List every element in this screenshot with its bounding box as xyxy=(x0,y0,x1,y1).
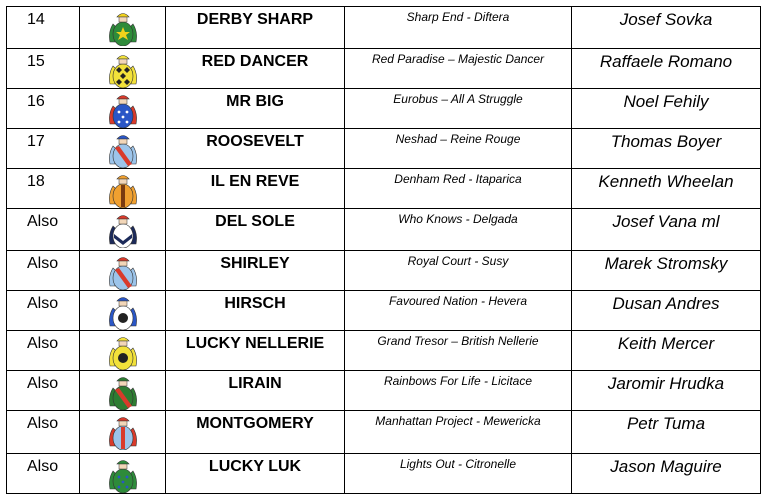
position-cell: Also xyxy=(7,411,80,454)
runner-row xyxy=(7,454,761,494)
breeding: Eurobus – All A Struggle xyxy=(345,89,572,129)
breeding: Grand Tresor – British Nellerie xyxy=(345,331,572,371)
runner-row xyxy=(7,411,761,454)
position-cell: Also xyxy=(7,291,80,331)
silk-cell xyxy=(80,7,166,49)
jockey-name: Thomas Boyer xyxy=(572,129,761,169)
horse-name: MONTGOMERY xyxy=(166,411,345,454)
breeding: Denham Red - Itaparica xyxy=(345,169,572,209)
silk-cell xyxy=(80,209,166,251)
breeding: Sharp End - Diftera xyxy=(345,7,572,49)
breeding: Lights Out - Citronelle xyxy=(345,454,572,494)
jockey-name: Marek Stromsky xyxy=(572,251,761,291)
jockey-name: Keith Mercer xyxy=(572,331,761,371)
runner-row xyxy=(7,129,761,169)
silk-yellow-diamonds-icon xyxy=(105,50,141,88)
horse-name: LUCKY LUK xyxy=(166,454,345,494)
silk-green-blue-spots-icon xyxy=(105,455,141,493)
position-cell: Also xyxy=(7,371,80,411)
breeding: Manhattan Project - Mewericka xyxy=(345,411,572,454)
runners-table xyxy=(6,6,761,494)
runner-row xyxy=(7,7,761,49)
jockey-name: Petr Tuma xyxy=(572,411,761,454)
position-cell: 15 xyxy=(7,49,80,89)
jockey-name: Josef Sovka xyxy=(572,7,761,49)
silk-blue-check-icon xyxy=(105,292,141,330)
silk-white-navy-icon xyxy=(105,210,141,248)
silk-cell xyxy=(80,454,166,494)
silk-cell xyxy=(80,251,166,291)
position-cell: Also xyxy=(7,251,80,291)
runner-row xyxy=(7,251,761,291)
runner-row xyxy=(7,371,761,411)
breeding: Royal Court - Susy xyxy=(345,251,572,291)
silk-orange-stripe-icon xyxy=(105,170,141,208)
silk-green-star-icon xyxy=(105,8,141,46)
runner-row xyxy=(7,291,761,331)
runners-table-body xyxy=(7,7,761,494)
horse-name: ROOSEVELT xyxy=(166,129,345,169)
horse-name: DEL SOLE xyxy=(166,209,345,251)
silk-cell xyxy=(80,371,166,411)
silk-yellow-black-star-icon xyxy=(105,332,141,370)
breeding: Favoured Nation - Hevera xyxy=(345,291,572,331)
silk-cell xyxy=(80,411,166,454)
horse-name: IL EN REVE xyxy=(166,169,345,209)
jockey-name: Jaromir Hrudka xyxy=(572,371,761,411)
silk-cell xyxy=(80,89,166,129)
runner-row xyxy=(7,89,761,129)
position-cell: 14 xyxy=(7,7,80,49)
silk-green-red-sash-icon xyxy=(105,372,141,410)
runner-row xyxy=(7,169,761,209)
silk-blue-red-sleeves-icon xyxy=(105,90,141,128)
breeding: Who Knows - Delgada xyxy=(345,209,572,251)
jockey-name: Noel Fehily xyxy=(572,89,761,129)
horse-name: MR BIG xyxy=(166,89,345,129)
silk-cell xyxy=(80,49,166,89)
position-cell: 18 xyxy=(7,169,80,209)
silk-red-lightblue-icon xyxy=(105,412,141,450)
jockey-name: Raffaele Romano xyxy=(572,49,761,89)
horse-name: LIRAIN xyxy=(166,371,345,411)
jockey-name: Jason Maguire xyxy=(572,454,761,494)
horse-name: SHIRLEY xyxy=(166,251,345,291)
silk-lightblue-red-sash-icon xyxy=(105,252,141,290)
runner-row xyxy=(7,49,761,89)
silk-cell xyxy=(80,331,166,371)
horse-name: DERBY SHARP xyxy=(166,7,345,49)
breeding: Rainbows For Life - Licitace xyxy=(345,371,572,411)
position-cell: Also xyxy=(7,331,80,371)
runner-row xyxy=(7,209,761,251)
horse-name: RED DANCER xyxy=(166,49,345,89)
breeding: Red Paradise – Majestic Dancer xyxy=(345,49,572,89)
silk-lightblue-sash-icon xyxy=(105,130,141,168)
text-cursor-mark xyxy=(760,361,761,379)
jockey-name: Kenneth Wheelan xyxy=(572,169,761,209)
position-cell: 17 xyxy=(7,129,80,169)
silk-cell xyxy=(80,129,166,169)
silk-cell xyxy=(80,169,166,209)
horse-name: LUCKY NELLERIE xyxy=(166,331,345,371)
position-cell: 16 xyxy=(7,89,80,129)
horse-name: HIRSCH xyxy=(166,291,345,331)
runner-row xyxy=(7,331,761,371)
jockey-name: Josef Vana ml xyxy=(572,209,761,251)
jockey-name: Dusan Andres xyxy=(572,291,761,331)
breeding: Neshad – Reine Rouge xyxy=(345,129,572,169)
position-cell: Also xyxy=(7,454,80,494)
position-cell: Also xyxy=(7,209,80,251)
silk-cell xyxy=(80,291,166,331)
